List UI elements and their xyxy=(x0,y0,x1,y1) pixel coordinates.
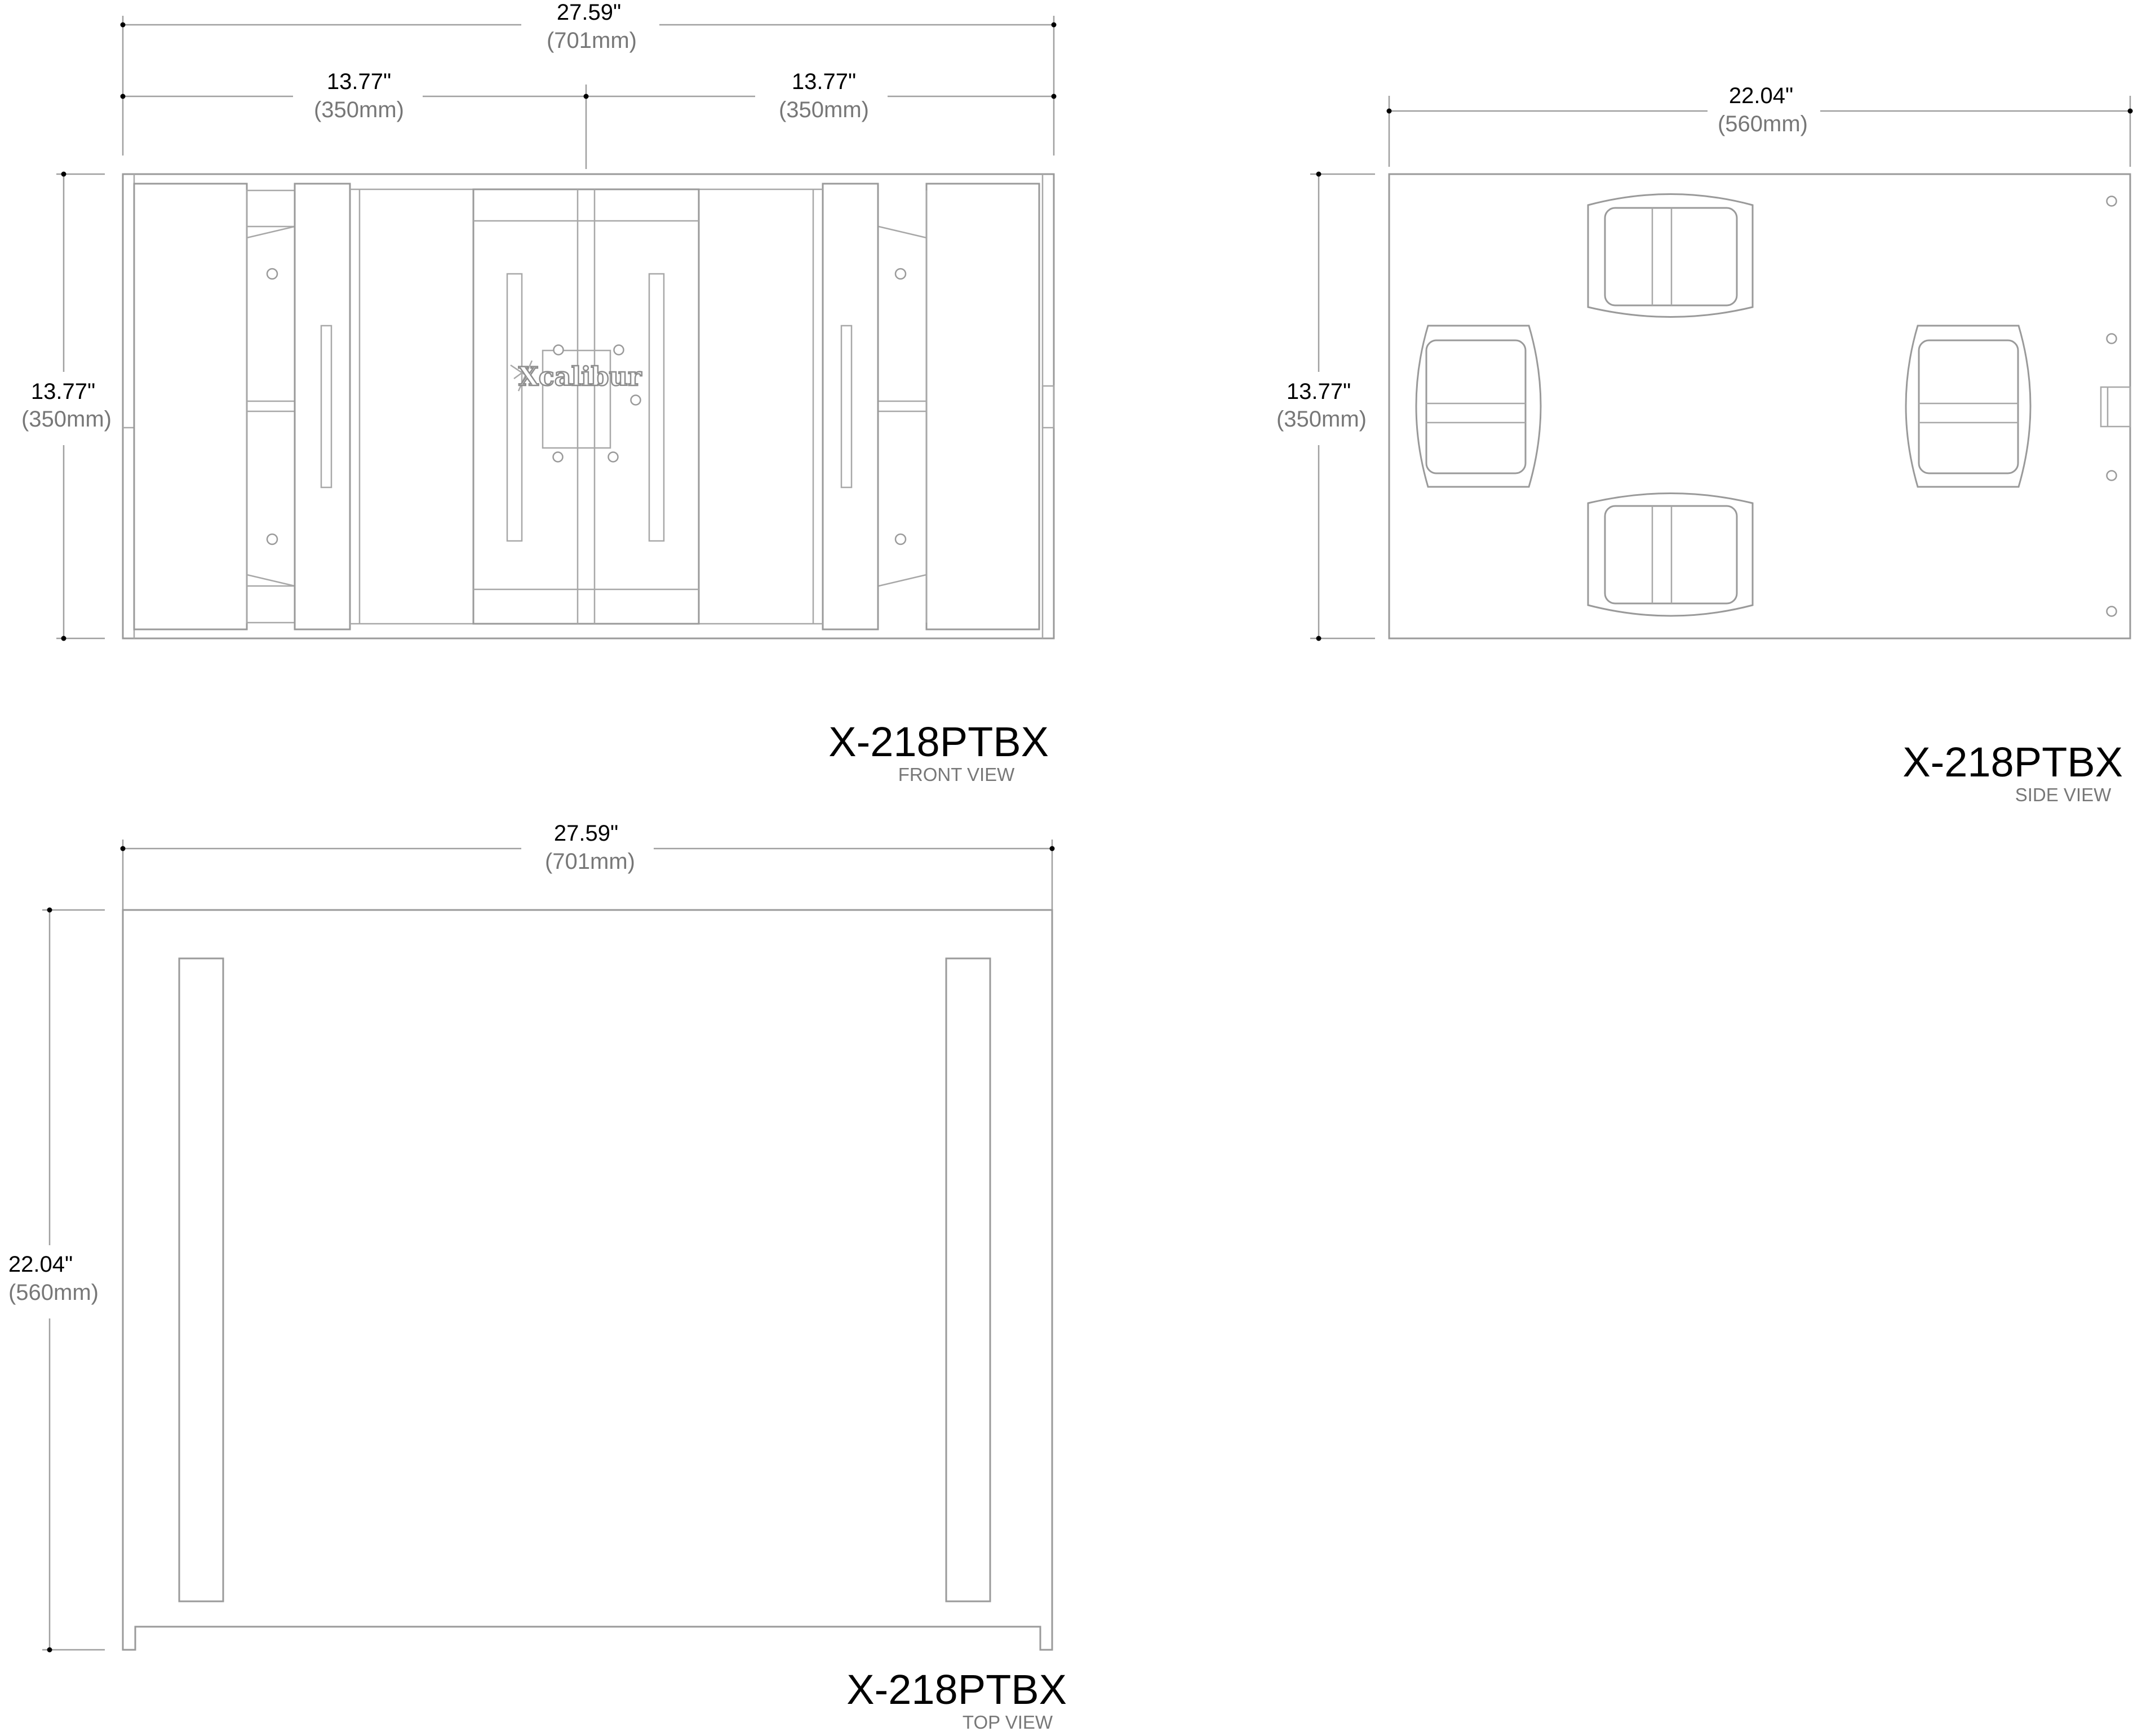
front-view-model: X-218PTBX xyxy=(828,718,1049,765)
top-cabinet xyxy=(123,910,1052,1650)
front-overall-width-dimension xyxy=(121,0,1057,156)
front-height-inch: 13.77" xyxy=(30,379,96,404)
xcalibur-logo xyxy=(511,361,642,392)
top-width-mm: (701mm) xyxy=(544,849,636,874)
side-view-caption: SIDE VIEW xyxy=(2015,784,2112,805)
side-width-inch: 22.04" xyxy=(1728,83,1794,108)
front-cabinet xyxy=(123,174,1054,638)
side-connector xyxy=(2101,387,2130,427)
side-view-model: X-218PTBX xyxy=(1903,739,2123,785)
front-right-panel xyxy=(926,184,1039,629)
front-height-dimension xyxy=(21,172,112,641)
top-view-model: X-218PTBX xyxy=(846,1666,1067,1713)
front-right-half-width-mm: (350mm) xyxy=(778,97,870,122)
side-height-mm: (350mm) xyxy=(1276,407,1367,432)
front-view xyxy=(21,0,1057,785)
top-depth-dimension xyxy=(8,908,105,1653)
front-view-caption: FRONT VIEW xyxy=(898,764,1015,785)
side-handle-bottom xyxy=(1588,494,1753,616)
top-depth-inch: 22.04" xyxy=(8,1252,73,1277)
side-width-dimension xyxy=(1387,83,2133,167)
top-view xyxy=(8,821,1067,1733)
xcalibur-logo-text: Xcalibur xyxy=(518,361,642,392)
top-width-dimension xyxy=(121,821,1055,924)
top-depth-mm: (560mm) xyxy=(8,1280,99,1305)
top-left-rail xyxy=(179,958,223,1601)
side-cabinet xyxy=(1389,174,2130,638)
front-left-panel xyxy=(134,184,247,629)
front-half-width-dimensions xyxy=(121,69,1057,169)
top-right-rail xyxy=(946,958,990,1601)
front-left-half-width-inch: 13.77" xyxy=(326,69,392,94)
front-right-half-width-inch: 13.77" xyxy=(791,69,857,94)
side-height-dimension xyxy=(1276,172,1375,641)
front-overall-width-inch: 27.59" xyxy=(556,0,622,25)
front-right-handle-strip xyxy=(823,184,878,629)
front-left-half-width-mm: (350mm) xyxy=(313,97,405,122)
top-width-inch: 27.59" xyxy=(553,821,619,846)
side-height-inch: 13.77" xyxy=(1286,379,1351,404)
side-handle-left xyxy=(1416,326,1541,487)
side-width-mm: (560mm) xyxy=(1717,112,1808,136)
top-view-caption: TOP VIEW xyxy=(962,1712,1053,1733)
front-left-handle-strip xyxy=(295,184,350,629)
front-height-mm: (350mm) xyxy=(21,407,112,432)
front-overall-width-mm: (701mm) xyxy=(546,28,637,53)
side-handle-top xyxy=(1588,194,1753,317)
side-view xyxy=(1276,83,2133,805)
side-handle-right xyxy=(1906,326,2030,487)
